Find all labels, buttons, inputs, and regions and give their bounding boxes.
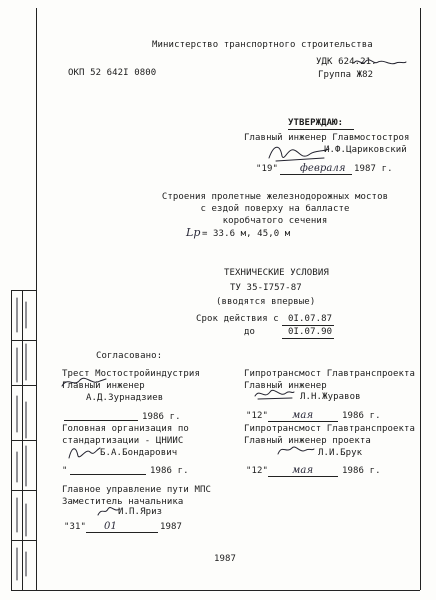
- agreed-left-1-date: 1986 г.: [142, 412, 181, 422]
- agreed-left-3-date-year: 1987: [160, 522, 183, 532]
- spec-title: ТЕХНИЧЕСКИЕ УСЛОВИЯ: [224, 268, 329, 278]
- footer-year: 1987: [214, 554, 237, 564]
- agreed-right-1-date-line: [268, 421, 338, 422]
- approval-date-line: [280, 174, 352, 175]
- approval-name: И.Ф.Цариковский: [324, 145, 407, 155]
- margin-row-1: [11, 290, 36, 291]
- approval-date-year: 1987 г.: [354, 164, 393, 174]
- agreed-left-2-role: стандартизации - ЦНИИС: [62, 436, 184, 446]
- agreed-left-2-date-line: [70, 474, 146, 475]
- agreed-right-1-date-month: мая: [292, 410, 314, 421]
- agreed-right-2-date-line: [268, 476, 338, 477]
- approval-signature: [266, 140, 332, 164]
- agreed-title: Согласовано:: [96, 351, 163, 361]
- agreed-right-2-org: Гипротрансмост Главтранспроекта: [244, 424, 416, 434]
- agreed-right-1-date-year: 1986 г.: [342, 411, 381, 421]
- agreed-left-1-role: Главный инженер: [62, 381, 145, 391]
- agreed-left-3-date-month: 01: [104, 521, 117, 532]
- agreed-left-3-role: Заместитель начальника: [62, 497, 184, 507]
- agreed-right-1-role: Главный инженер: [244, 381, 327, 391]
- subject-span-symbol: Lp: [186, 226, 201, 239]
- agreed-left-1-org: Трест Мостостройиндустрия: [62, 369, 200, 379]
- validity-to-label: до: [244, 327, 256, 337]
- udk-code: УДК 624.21.: [316, 57, 377, 67]
- agreed-right-2-date-year: 1986 г.: [342, 466, 381, 476]
- agreed-left-2-date: 1986 г.: [150, 466, 189, 476]
- agreed-left-1-name: А.Д.Зурнадзиев: [86, 393, 164, 403]
- validity-to-value: 0I.07.90: [288, 327, 333, 337]
- validity-from-value: 0I.07.87: [288, 314, 333, 324]
- agreed-left-2-org: Головная организация по: [62, 424, 189, 434]
- agreed-left-1-signature: [60, 374, 108, 390]
- agreed-right-1-date-day: "12": [246, 411, 269, 421]
- subject-span-values: = 33.6 м, 45,0 м: [202, 229, 291, 239]
- validity-from-line: [282, 325, 334, 326]
- subject-line-2: с ездой поверху на балласте: [200, 204, 350, 214]
- agreed-left-3-date-day: "31": [64, 522, 87, 532]
- agreed-right-2-role: Главный инженер проекта: [244, 436, 371, 446]
- agreed-left-2-mark: ": [62, 466, 68, 476]
- approval-title-underline: [288, 129, 354, 130]
- spec-number: ТУ 35-I757-87: [230, 283, 302, 293]
- subject-line-1: Строения пролетные железнодорожных мостов: [161, 192, 389, 202]
- margin-stamp-marks: [12, 292, 34, 588]
- agreed-left-3-date-line: [86, 532, 158, 533]
- agreed-left-3-org: Главное управление пути МПС: [62, 485, 211, 495]
- agreed-right-2-date-day: "12": [246, 466, 269, 476]
- agreed-left-3-name: И.П.Яриз: [118, 507, 163, 517]
- agreed-right-1-org: Гипротрансмост Главтранспроекта: [244, 369, 416, 379]
- approval-date-day: "19": [256, 164, 279, 174]
- margin-row-7: [11, 590, 36, 591]
- agreed-left-2-name: Б.А.Бондарович: [100, 448, 178, 458]
- ministry-title: Министерство транспортного строительства: [152, 40, 373, 50]
- agreed-right-1-name: Л.Н.Журавов: [300, 392, 361, 402]
- spec-note: (вводятся впервые): [216, 297, 316, 307]
- agreed-left-2-signature: [66, 442, 102, 462]
- margin-line-main: [36, 8, 37, 590]
- udk-handwritten-suffix: [352, 55, 408, 69]
- right-edge-line: [420, 8, 421, 590]
- approval-date-month: февраля: [300, 163, 346, 174]
- approval-role: Главный инженер Главмостостроя: [244, 133, 410, 143]
- okp-code: ОКП 52 642I 0800: [68, 68, 157, 78]
- bottom-edge-line: [36, 590, 420, 591]
- agreed-right-1-signature: [252, 384, 296, 402]
- subject-line-3: коробчатого сечения: [222, 216, 328, 226]
- validity-to-line: [282, 338, 334, 339]
- group-code: Группа Ж82: [318, 70, 374, 80]
- approval-title: УТВЕРЖДАЮ:: [288, 118, 344, 128]
- agreed-left-1-date-line: [64, 420, 138, 421]
- agreed-right-2-signature: [276, 442, 316, 458]
- validity-from-label: Срок действия с: [196, 314, 279, 324]
- agreed-right-2-name: Л.И.Брук: [318, 448, 363, 458]
- agreed-right-2-date-month: мая: [292, 465, 314, 476]
